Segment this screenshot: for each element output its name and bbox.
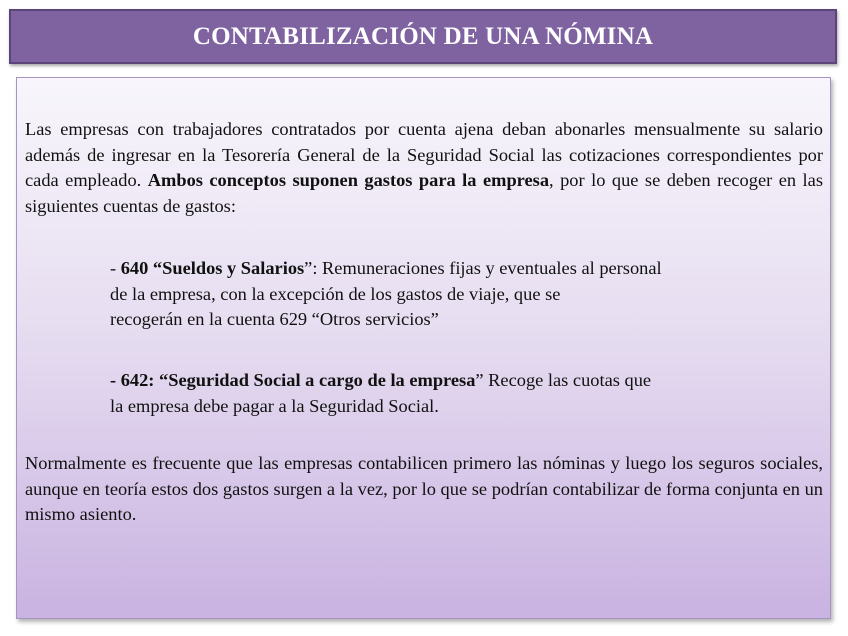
account-640-line-2: de la empresa, con la excepción de los gastos de viaje, que se	[110, 283, 561, 304]
intro-text-end: , por lo que se deben recoger en las siguientes cuentas de gastos:	[25, 170, 823, 217]
account-642-description: ” Recoge las cuotas que	[475, 370, 652, 390]
account-640-line-3: recogerán en la cuenta 629 “Otros servicios”	[110, 309, 439, 330]
intro-paragraph	[25, 117, 823, 220]
account-642-line-2: la empresa debe pagar a la Seguridad Social.	[110, 395, 439, 416]
account-640-line-1	[110, 256, 760, 282]
account-640-dash: -	[110, 258, 121, 278]
closing-paragraph: Normalmente es frecuente que las empresas contabilicen primero las nóminas y luego los seguros sociales, aunque en teoría estos dos gastos surgen a la vez, por lo que se podrían contabilizar de forma conjunta en un mismo asiento.	[25, 453, 823, 525]
slide-title: CONTABILIZACIÓN DE UNA NÓMINA	[192, 22, 654, 50]
intro-text: Las empresas con trabajadores contratados por cuenta ajena deban abonarles mensualmente su salario además de ingresar en la Tesorería General de la Seguridad Social las cotizaciones correspondientes por cada empleado.	[25, 119, 823, 191]
account-642-item	[110, 368, 760, 419]
account-640-item	[110, 256, 760, 333]
account-642-line-1	[110, 368, 760, 394]
account-640-title: 640 “Sueldos y Salarios	[120, 258, 305, 278]
content-panel	[16, 77, 831, 619]
intro-bold-text: Ambos conceptos suponen gastos para la empresa	[147, 170, 550, 191]
account-642-title: - 642: “Seguridad Social a cargo de la empresa	[110, 370, 476, 390]
account-640-description: ”: Remuneraciones fijas y eventuales al personal	[304, 258, 662, 278]
title-banner	[9, 9, 837, 64]
